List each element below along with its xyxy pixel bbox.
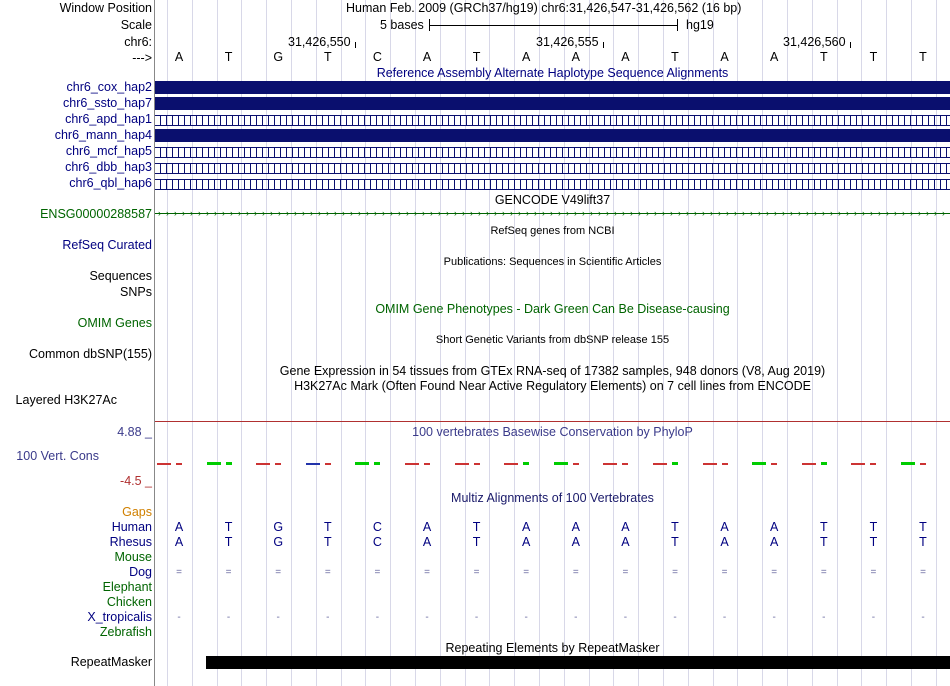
conservation-max-label: 4.88 _ <box>117 425 152 439</box>
gencode-strand-chevron: › <box>742 208 745 218</box>
conservation-score-mark <box>256 463 270 465</box>
gencode-strand-chevron: › <box>206 208 209 218</box>
gencode-strand-chevron: › <box>702 208 705 218</box>
track-label-hap[interactable]: chr6_mann_hap4 <box>54 128 152 142</box>
publications-label[interactable]: Sequences <box>89 269 152 283</box>
species-label-chicken[interactable]: Chicken <box>106 595 152 609</box>
conservation-score-mark <box>622 463 628 465</box>
gencode-strand-chevron: › <box>374 208 377 218</box>
refseq-title: RefSeq genes from NCBI <box>490 225 615 237</box>
conservation-score-mark <box>207 462 221 465</box>
alignment-base: - <box>425 612 429 623</box>
alignment-base: = <box>424 567 430 578</box>
species-label-dog[interactable]: Dog <box>129 565 152 579</box>
gencode-strand-chevron: › <box>174 208 177 218</box>
conservation-score-mark <box>672 462 678 465</box>
alignment-base: - <box>623 612 628 623</box>
ruler-position: 31,426,550 <box>288 35 351 49</box>
gencode-strand-chevron: › <box>366 208 369 218</box>
gencode-strand-chevron: › <box>510 208 513 218</box>
reference-base: A <box>571 50 580 64</box>
conservation-score-mark <box>176 463 182 465</box>
gencode-strand-chevron: › <box>814 208 817 218</box>
gencode-strand-chevron: › <box>182 208 185 218</box>
gencode-strand-chevron: › <box>230 208 233 218</box>
conservation-score-mark <box>703 463 717 465</box>
reference-base: G <box>273 50 284 64</box>
species-label-elephant[interactable]: Elephant <box>102 580 152 594</box>
gencode-strand-chevron: › <box>662 208 665 218</box>
gencode-strand-chevron: › <box>566 208 569 218</box>
alignment-base: = <box>374 567 381 578</box>
scale-assembly: hg19 <box>686 18 714 32</box>
omim-label[interactable]: OMIM Genes <box>77 316 152 330</box>
alignment-base: A <box>720 535 729 549</box>
conservation-score-mark <box>851 463 865 465</box>
gencode-strand-chevron: › <box>486 208 489 218</box>
gencode-strand-chevron: › <box>326 208 329 218</box>
hap-alignment-chr6_mcf_hap5[interactable] <box>155 147 950 158</box>
gencode-strand-chevron: › <box>462 208 465 218</box>
gencode-strand-chevron: › <box>694 208 697 218</box>
alignment-base: A <box>422 520 432 534</box>
alignment-base: = <box>225 567 232 578</box>
ruler-tick <box>603 42 604 48</box>
reference-base: T <box>224 50 233 64</box>
gencode-strand-chevron: › <box>454 208 457 218</box>
gencode-strand-chevron: › <box>358 208 361 218</box>
track-label-hap[interactable]: chr6_dbb_hap3 <box>65 160 152 174</box>
gencode-strand-chevron: › <box>846 208 849 218</box>
alignment-base: = <box>771 567 778 578</box>
gencode-strand-chevron: › <box>470 208 473 218</box>
alignment-base: - <box>226 612 231 623</box>
reference-base: T <box>819 50 828 64</box>
alignment-base: = <box>870 567 877 578</box>
repeatmasker-element[interactable] <box>206 656 950 669</box>
gencode-strand-chevron: › <box>590 208 593 218</box>
conservation-score-mark <box>325 463 331 465</box>
gencode-strand-chevron: › <box>926 208 929 218</box>
gencode-strand-chevron: › <box>446 208 449 218</box>
alignment-base: T <box>869 520 878 534</box>
gencode-strand-chevron: › <box>382 208 385 218</box>
gencode-strand-chevron: › <box>670 208 673 218</box>
omim-title: OMIM Gene Phenotypes - Dark Green Can Be Disease-causing <box>375 302 730 316</box>
track-label-hap[interactable]: chr6_cox_hap2 <box>66 80 152 94</box>
conservation-score-mark <box>405 463 419 465</box>
refseq-label[interactable]: RefSeq Curated <box>62 238 152 252</box>
alignment-base: = <box>176 567 182 578</box>
gencode-strand-chevron: › <box>414 208 417 218</box>
gencode-strand-chevron: › <box>534 208 537 218</box>
gencode-strand-chevron: › <box>862 208 865 218</box>
alignment-base: T <box>224 535 233 549</box>
gencode-strand-chevron: › <box>766 208 769 218</box>
gencode-strand-chevron: › <box>526 208 529 218</box>
gencode-strand-chevron: › <box>438 208 441 218</box>
gencode-title: GENCODE V49lift37 <box>494 193 611 207</box>
scale-bases: 5 bases <box>380 18 424 32</box>
gencode-strand-chevron: › <box>942 208 945 218</box>
alignment-base: = <box>721 567 728 578</box>
gencode-strand-chevron: › <box>934 208 937 218</box>
alignment-base: = <box>275 567 282 578</box>
alignment-base: A <box>571 520 580 534</box>
gencode-strand-chevron: › <box>918 208 921 218</box>
gencode-strand-chevron: › <box>246 208 249 218</box>
gencode-strand-chevron: › <box>334 208 337 218</box>
conservation-score-mark <box>504 463 518 465</box>
reference-base: A <box>422 50 432 64</box>
conservation-score-mark <box>226 462 232 465</box>
strand-label[interactable]: ---> <box>132 51 152 65</box>
gencode-strand-chevron: › <box>718 208 721 218</box>
gencode-strand-chevron: › <box>614 208 617 218</box>
alignment-base: - <box>722 612 727 623</box>
gencode-strand-chevron: › <box>518 208 521 218</box>
track-label-hap[interactable]: chr6_mcf_hap5 <box>65 144 152 158</box>
alignment-base: T <box>869 535 878 549</box>
gencode-strand-chevron: › <box>734 208 737 218</box>
reference-base: A <box>174 50 184 64</box>
gencode-strand-chevron: › <box>158 208 161 218</box>
reference-base: T <box>919 50 927 64</box>
conservation-score-mark <box>573 463 579 465</box>
alignment-base: - <box>822 612 826 623</box>
alignment-base: - <box>673 612 677 623</box>
gencode-strand-chevron: › <box>678 208 681 218</box>
reference-base: A <box>720 50 729 64</box>
conservation-score-mark <box>474 463 480 465</box>
ruler-tick <box>850 42 851 48</box>
conservation-score-mark <box>901 462 915 465</box>
gencode-gene-label[interactable]: ENSG00000288587 <box>40 207 152 221</box>
alignment-base: T <box>323 520 332 534</box>
gencode-strand-chevron: › <box>726 208 729 218</box>
gencode-strand-chevron: › <box>878 208 881 218</box>
conservation-score-mark <box>603 463 617 465</box>
gencode-strand-chevron: › <box>478 208 481 218</box>
gencode-strand-chevron: › <box>214 208 217 218</box>
gencode-strand-chevron: › <box>422 208 425 218</box>
gencode-strand-chevron: › <box>494 208 497 218</box>
alignment-base: G <box>273 520 284 534</box>
window-position-label: Window Position <box>59 1 152 15</box>
species-label-human[interactable]: Human <box>111 520 152 534</box>
ruler-position: 31,426,555 <box>536 35 599 49</box>
gencode-strand-chevron: › <box>854 208 857 218</box>
hap-alignment-chr6_dbb_hap3[interactable] <box>155 163 950 174</box>
conservation-score-mark <box>455 463 469 465</box>
conservation-score-mark <box>920 463 926 465</box>
alignment-base: T <box>472 520 481 534</box>
alignment-base: A <box>770 520 779 534</box>
gencode-strand-chevron: › <box>582 208 585 218</box>
species-label-xtropicalis[interactable]: X_tropicalis <box>87 610 152 624</box>
gencode-strand-chevron: › <box>198 208 201 218</box>
gencode-strand-chevron: › <box>782 208 785 218</box>
h3k27ac-label[interactable]: Layered H3K27Ac <box>15 393 117 407</box>
reference-base: T <box>869 50 878 64</box>
gencode-strand-chevron: › <box>166 208 169 218</box>
alignment-base: - <box>276 612 280 623</box>
reference-base: T <box>323 50 332 64</box>
alignment-base: = <box>820 567 827 578</box>
gencode-strand-chevron: › <box>430 208 433 218</box>
alignment-base: T <box>919 520 927 534</box>
gencode-strand-chevron: › <box>286 208 289 218</box>
conservation-score-mark <box>752 462 766 465</box>
scale-label: Scale <box>120 18 152 32</box>
dbsnp-title: Short Genetic Variants from dbSNP release 155 <box>435 334 670 346</box>
alignment-base: T <box>472 535 481 549</box>
ruler-tick <box>355 42 356 48</box>
alignment-base: T <box>671 535 679 549</box>
gencode-strand-chevron: › <box>254 208 257 218</box>
repeatmasker-title: Repeating Elements by RepeatMasker <box>445 641 660 655</box>
gencode-strand-chevron: › <box>574 208 577 218</box>
gencode-strand-chevron: › <box>774 208 777 218</box>
conservation-score-mark <box>374 462 380 465</box>
repeatmasker-label[interactable]: RepeatMasker <box>70 655 152 669</box>
alignment-base: T <box>819 535 828 549</box>
conservation-score-mark <box>157 463 171 465</box>
gencode-strand-chevron: › <box>302 208 305 218</box>
conservation-score-mark <box>523 462 529 465</box>
conservation-score-mark <box>771 463 777 465</box>
hap-alignment-chr6_cox_hap2[interactable] <box>155 81 950 94</box>
gencode-strand-chevron: › <box>822 208 825 218</box>
alignment-base: A <box>522 520 531 534</box>
gencode-strand-chevron: › <box>598 208 601 218</box>
gencode-strand-chevron: › <box>870 208 873 218</box>
track-label-hap[interactable]: chr6_ssto_hap7 <box>63 96 152 110</box>
hap-alignment-chr6_ssto_hap7[interactable] <box>155 97 950 110</box>
alignment-base: - <box>871 612 876 623</box>
species-label-rhesus[interactable]: Rhesus <box>109 535 152 549</box>
alignment-base: = <box>324 567 331 578</box>
conservation-score-mark <box>802 463 816 465</box>
gencode-strand-chevron: › <box>502 208 505 218</box>
alignment-base: - <box>326 612 330 623</box>
conservation-score-mark <box>355 462 369 465</box>
gencode-strand-chevron: › <box>638 208 641 218</box>
alignment-base: T <box>671 520 679 534</box>
conservation-score-mark <box>653 463 667 465</box>
conservation-label[interactable]: 100 Vert. Cons <box>16 449 99 463</box>
conservation-score-mark <box>870 463 876 465</box>
gencode-strand-chevron: › <box>902 208 905 218</box>
alignment-base: - <box>921 612 925 623</box>
alignment-base: A <box>522 535 531 549</box>
gencode-strand-chevron: › <box>238 208 241 218</box>
track-label-hap[interactable]: chr6_apd_hap1 <box>65 112 152 126</box>
reference-base: T <box>671 50 679 64</box>
alignment-base: A <box>571 535 580 549</box>
gencode-strand-chevron: › <box>886 208 889 218</box>
h3k27ac-baseline <box>155 421 950 422</box>
alignment-base: - <box>177 612 181 623</box>
gencode-strand-chevron: › <box>542 208 545 218</box>
gencode-strand-chevron: › <box>550 208 553 218</box>
reference-base: A <box>522 50 531 64</box>
alignment-base: A <box>422 535 432 549</box>
conservation-score-mark <box>306 463 320 465</box>
gencode-strand-chevron: › <box>278 208 281 218</box>
alignment-base: G <box>273 535 284 549</box>
species-label-mouse[interactable]: Mouse <box>114 550 152 564</box>
gencode-strand-chevron: › <box>390 208 393 218</box>
conservation-score-mark <box>821 462 827 465</box>
gencode-strand-chevron: › <box>806 208 809 218</box>
alignment-base: = <box>473 567 480 578</box>
hap-alignment-chr6_apd_hap1[interactable] <box>155 115 950 126</box>
gencode-strand-chevron: › <box>606 208 609 218</box>
dbsnp-label[interactable]: Common dbSNP(155) <box>29 347 152 361</box>
gencode-strand-chevron: › <box>398 208 401 218</box>
alignment-base: A <box>174 535 184 549</box>
gencode-strand-chevron: › <box>630 208 633 218</box>
reference-base: C <box>372 50 382 64</box>
gencode-strand-chevron: › <box>910 208 913 218</box>
alignment-base: T <box>919 535 927 549</box>
gencode-strand-chevron: › <box>646 208 649 218</box>
gencode-strand-chevron: › <box>294 208 297 218</box>
conservation-min-label: -4.5 _ <box>120 474 152 488</box>
gencode-strand-chevron: › <box>750 208 753 218</box>
alignment-base: A <box>621 535 630 549</box>
reference-base: A <box>770 50 779 64</box>
track-label-hap[interactable]: chr6_qbl_hap6 <box>69 176 152 190</box>
gencode-strand-chevron: › <box>222 208 225 218</box>
gencode-strand-chevron: › <box>406 208 409 218</box>
alignment-base: = <box>572 567 579 578</box>
gencode-strand-chevron: › <box>270 208 273 218</box>
conservation-title: 100 vertebrates Basewise Conservation by PhyloP <box>412 425 693 439</box>
gencode-strand-chevron: › <box>342 208 345 218</box>
scale-bar <box>429 25 677 26</box>
species-label-zebrafish[interactable]: Zebrafish <box>99 625 152 639</box>
gencode-strand-chevron: › <box>790 208 793 218</box>
chrom-label: chr6: <box>124 35 152 49</box>
gencode-strand-chevron: › <box>190 208 193 218</box>
window-position-value: Human Feb. 2009 (GRCh37/hg19) chr6:31,426,547-31,426,562 (16 bp) <box>346 1 742 15</box>
publications-title: Publications: Sequences in Scientific Articles <box>443 256 662 268</box>
alignment-base: - <box>474 612 479 623</box>
gencode-strand-chevron: › <box>798 208 801 218</box>
gencode-strand-chevron: › <box>262 208 265 218</box>
alignment-base: A <box>174 520 184 534</box>
gencode-strand-chevron: › <box>622 208 625 218</box>
gencode-strand-chevron: › <box>758 208 761 218</box>
alignment-base: = <box>920 567 926 578</box>
alignment-base: T <box>323 535 332 549</box>
hap-alignment-chr6_qbl_hap6[interactable] <box>155 179 950 190</box>
alignment-base: C <box>372 520 382 534</box>
alignment-base: - <box>524 612 528 623</box>
gencode-strand-chevron: › <box>686 208 689 218</box>
gencode-strand-chevron: › <box>830 208 833 218</box>
alignment-base: A <box>720 520 729 534</box>
alignment-base: T <box>224 520 233 534</box>
gencode-strand-chevron: › <box>558 208 561 218</box>
alignment-base: = <box>622 567 629 578</box>
conservation-score-mark <box>424 463 430 465</box>
ruler-position: 31,426,560 <box>783 35 846 49</box>
alignment-base: - <box>574 612 578 623</box>
multiz-title: Multiz Alignments of 100 Vertebrates <box>451 491 654 505</box>
conservation-score-mark <box>554 462 568 465</box>
alt-haplotype-title: Reference Assembly Alternate Haplotype Sequence Alignments <box>376 66 729 80</box>
reference-base: A <box>621 50 630 64</box>
alignment-base: C <box>372 535 382 549</box>
alignment-base: - <box>772 612 776 623</box>
gencode-strand-chevron: › <box>654 208 657 218</box>
gtex-title: Gene Expression in 54 tissues from GTEx RNA-seq of 17382 samples, 948 donors (V8, Aug 2019) <box>279 364 826 378</box>
h3k27ac-title: H3K27Ac Mark (Often Found Near Active Regulatory Elements) on 7 cell lines from ENCODE <box>294 379 811 393</box>
gencode-strand-chevron: › <box>838 208 841 218</box>
gencode-strand-chevron: › <box>350 208 353 218</box>
alignment-base: T <box>819 520 828 534</box>
alignment-base: A <box>621 520 630 534</box>
hap-alignment-chr6_mann_hap4[interactable] <box>155 129 950 142</box>
conservation-score-mark <box>275 463 281 465</box>
alignment-base: = <box>523 567 530 578</box>
gencode-strand-chevron: › <box>318 208 321 218</box>
conservation-score-mark <box>722 463 728 465</box>
gencode-strand-chevron: › <box>310 208 313 218</box>
scale-bar-right <box>677 19 678 31</box>
gencode-strand-chevron: › <box>710 208 713 218</box>
reference-base: T <box>472 50 481 64</box>
gencode-strand-chevron: › <box>894 208 897 218</box>
alignment-base: - <box>375 612 380 623</box>
gaps-label[interactable]: Gaps <box>122 505 152 519</box>
alignment-base: A <box>770 535 779 549</box>
alignment-base: = <box>672 567 678 578</box>
snps-label[interactable]: SNPs <box>120 285 152 299</box>
